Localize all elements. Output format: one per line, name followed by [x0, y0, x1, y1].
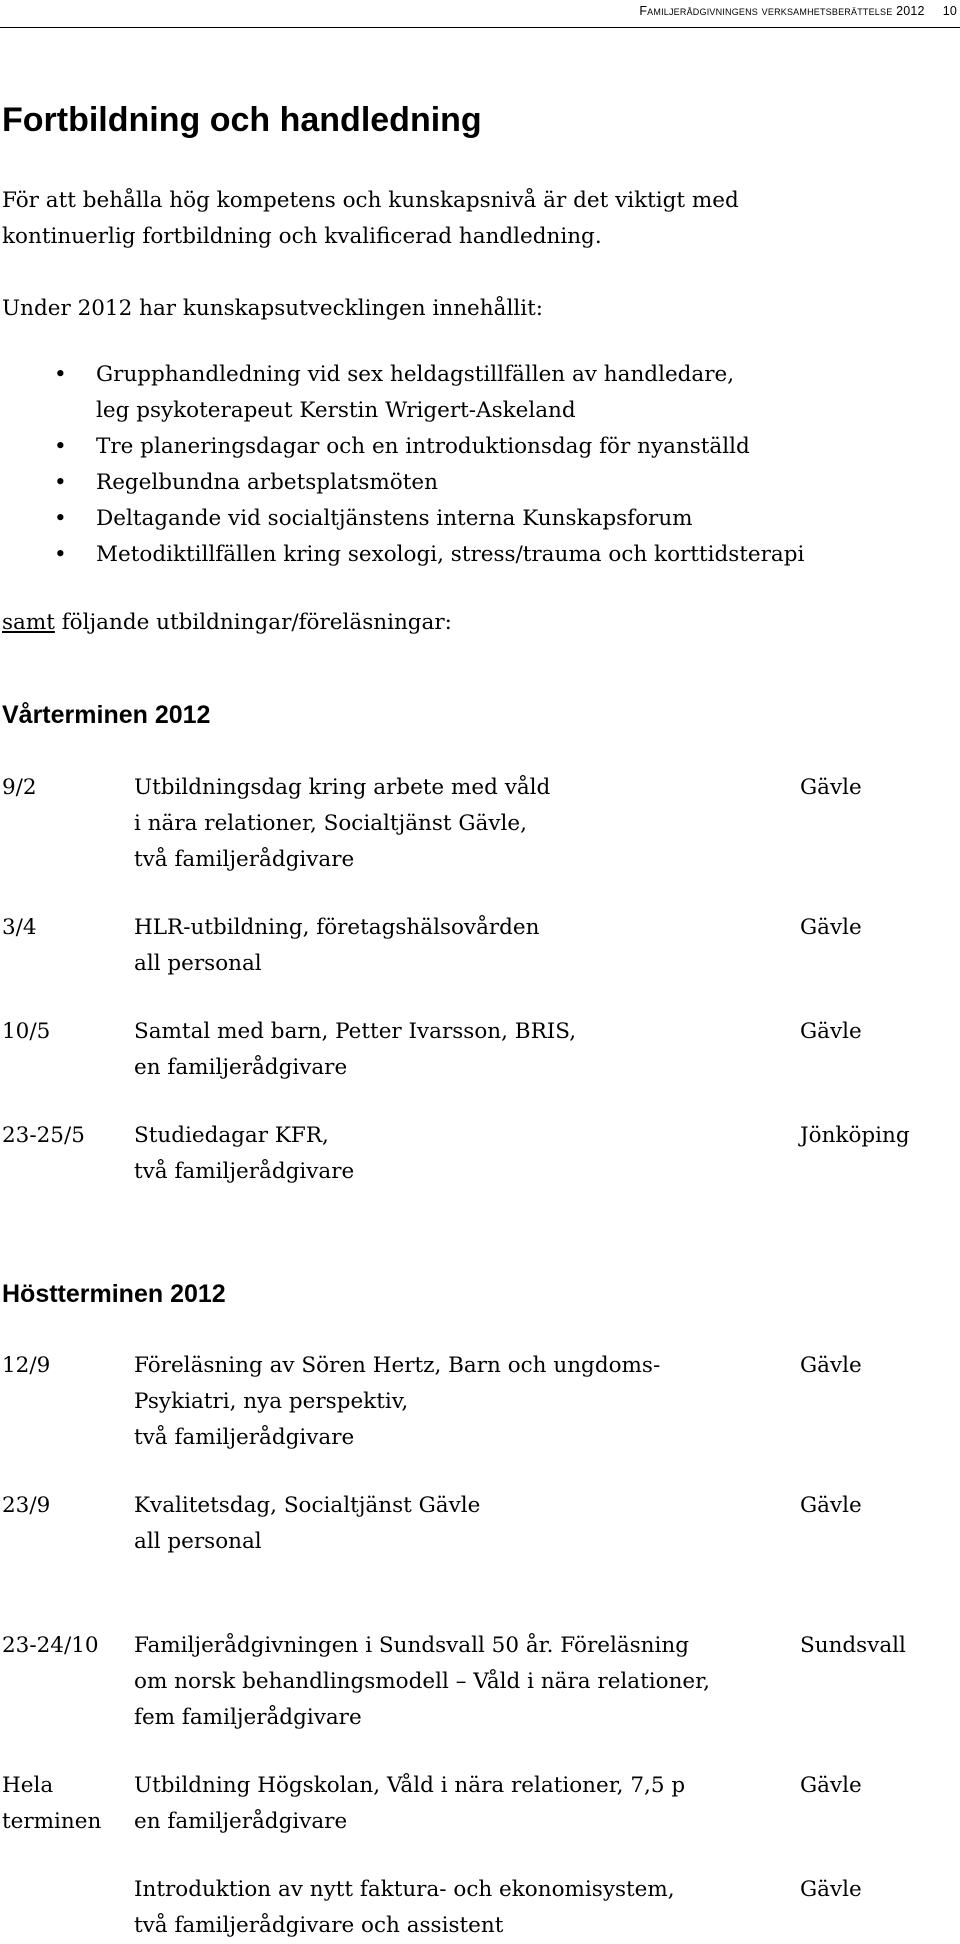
event-place: Gävle	[800, 1493, 862, 1518]
event-date: 23-24/10	[2, 1633, 99, 1658]
list-item: • Deltagande vid socialtjänstens interna Kunskapsforum	[0, 501, 804, 537]
running-header	[0, 4, 960, 18]
event-date: 23-25/5	[2, 1123, 85, 1148]
bullet-icon: •	[54, 470, 67, 495]
event-description: HLR-utbildning, företagshälsovården all personal	[134, 915, 540, 976]
event-description: Kvalitetsdag, Socialtjänst Gävle all personal	[134, 1493, 481, 1554]
list-item: • Regelbundna arbetsplatsmöten	[0, 465, 804, 501]
list-item: • Grupphandledning vid sex heldagstillfällen av handledare,	[0, 357, 804, 393]
bullet-list	[0, 357, 804, 573]
header-title: Familjerådgivningens verksamhetsberättelse 2012	[639, 4, 925, 18]
under-text: Under 2012 har kunskapsutvecklingen innehållit:	[2, 296, 543, 321]
autumn-heading: Höstterminen 2012	[2, 1280, 226, 1308]
bullet-icon: •	[54, 542, 67, 567]
event-description: Studiedagar KFR, två familjerådgivare	[134, 1123, 355, 1184]
event-description: Utbildning Högskolan, Våld i nära relationer, 7,5 p en familjerådgivare	[134, 1773, 686, 1834]
bullet-icon: •	[54, 434, 67, 459]
list-item: • Metodiktillfällen kring sexologi, stress/trauma och korttidsterapi	[0, 537, 804, 573]
list-item: • Tre planeringsdagar och en introduktionsdag för nyanställd	[0, 429, 804, 465]
event-place: Jönköping	[800, 1123, 910, 1148]
event-place: Gävle	[800, 1353, 862, 1378]
event-place: Gävle	[800, 1019, 862, 1044]
section-title: Fortbildning och handledning	[2, 101, 482, 139]
event-date: 23/9	[2, 1493, 51, 1518]
event-description: Familjerådgivningen i Sundsvall 50 år. Föreläsning om norsk behandlingsmodell – Våld i nära relationer, fem familjerådgivare	[134, 1633, 710, 1730]
intro-line: kontinuerlig fortbildning och kvalificerad handledning.	[2, 224, 602, 249]
event-date: 12/9	[2, 1353, 51, 1378]
event-place: Gävle	[800, 1773, 862, 1798]
intro-line: För att behålla hög kompetens och kunskapsnivå är det viktigt med	[2, 188, 739, 213]
spring-heading: Vårterminen 2012	[2, 701, 211, 729]
event-date: 10/5	[2, 1019, 51, 1044]
list-item-continuation: leg psykoterapeut Kerstin Wrigert-Askeland	[96, 398, 576, 423]
event-description: Utbildningsdag kring arbete med våld i nära relationer, Socialtjänst Gävle, två familjerådgivare	[134, 775, 551, 872]
event-description: Introduktion av nytt faktura- och ekonomisystem, två familjerådgivare och assistent	[134, 1877, 675, 1938]
event-place: Gävle	[800, 775, 862, 800]
samt-text: samt följande utbildningar/föreläsningar:	[2, 610, 452, 635]
event-date: 3/4	[2, 915, 37, 940]
event-date: 9/2	[2, 775, 37, 800]
event-description: Samtal med barn, Petter Ivarsson, BRIS, en familjerådgivare	[134, 1019, 577, 1080]
bullet-icon: •	[54, 506, 67, 531]
intro-paragraph	[2, 183, 902, 255]
event-place: Gävle	[800, 915, 862, 940]
event-date: Hela terminen	[2, 1773, 102, 1834]
bullet-icon: •	[54, 362, 67, 387]
event-description: Föreläsning av Sören Hertz, Barn och ungdoms- Psykiatri, nya perspektiv, två familjerådgivare	[134, 1353, 661, 1450]
page-number: 10	[942, 4, 957, 18]
header-rule	[0, 27, 960, 28]
event-place: Gävle	[800, 1877, 862, 1902]
event-place: Sundsvall	[800, 1633, 906, 1658]
